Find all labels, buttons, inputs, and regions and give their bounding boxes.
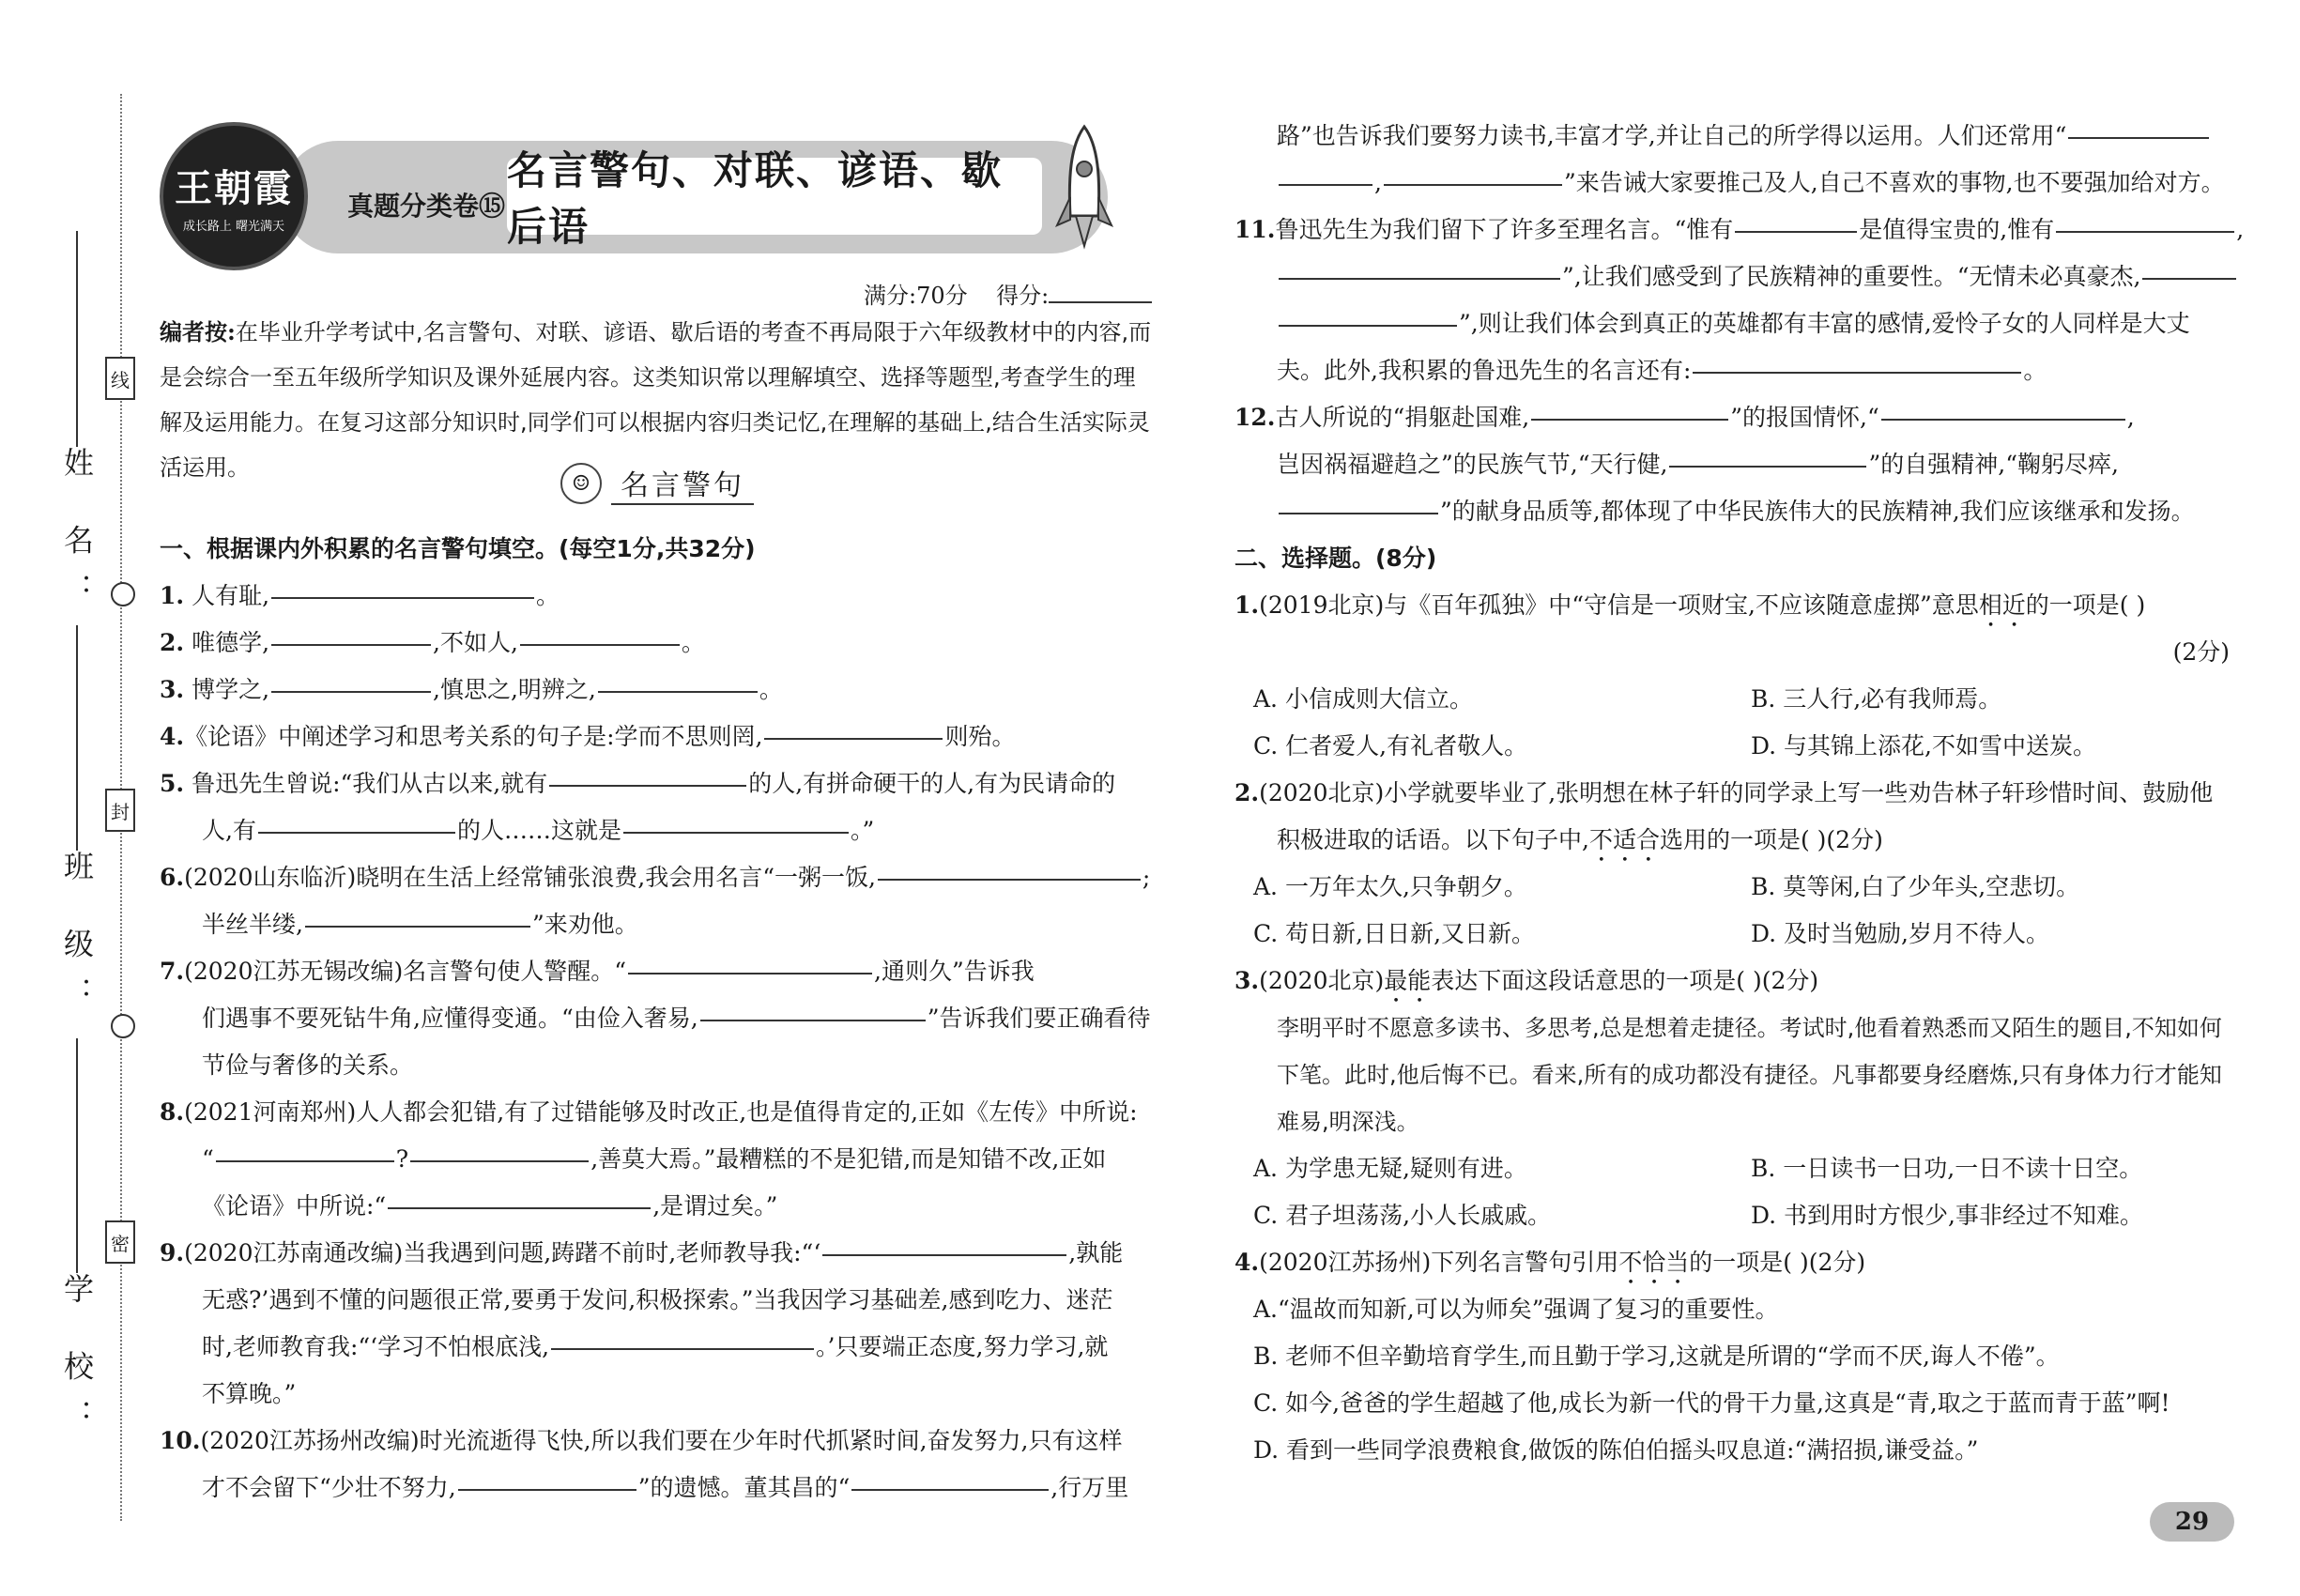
question-9: 9.(2020江苏南通改编)当我遇到问题,踌躇不前时,老师教导我:“‘ ,孰能	[160, 1239, 1124, 1266]
part2-heading: 二、选择题。(8分)	[1234, 545, 1437, 572]
score-label: 得分:	[996, 283, 1050, 309]
volume-label: 真题分类卷⑮	[347, 191, 506, 222]
answer-blank[interactable]	[258, 831, 455, 834]
brand-logo	[160, 122, 308, 270]
header	[160, 113, 1155, 263]
choice-3-options-ab	[1234, 1145, 2230, 1192]
question-5-cont: 人,有 的人……这就是 。”	[202, 817, 875, 844]
choice-2-options-ab	[1234, 864, 2230, 911]
q10-continuation-2: , ”来告诫大家要推己及人,自己不喜欢的事物,也不要强加给对方。	[1234, 160, 2230, 207]
astronaut-icon: ☺	[560, 463, 602, 504]
question-12: 12.古人所说的“捐躯赴国难, ”的报国情怀,“ ,	[1234, 404, 2135, 431]
cut-circle	[111, 582, 135, 606]
option[interactable]: A. 小信成则大信立。	[1253, 685, 1473, 713]
answer-blank[interactable]	[700, 1019, 926, 1021]
question-10: 10.(2020江苏扬州改编)时光流逝得飞快,所以我们要在少年时代抓紧时间,奋发努力,只有这样	[160, 1427, 1123, 1454]
q10-continuation: 路”也告诉我们要努力读书,丰富才学,并让自己的所学得以运用。人们还常用“	[1234, 113, 2230, 160]
answer-blank[interactable]	[305, 925, 530, 928]
option[interactable]: B. 莫等闲,白了少年头,空悲切。	[1751, 873, 2080, 900]
question-11: 11.鲁迅先生为我们留下了许多至理名言。“惟有 是值得宝贵的,惟有 ,	[1234, 216, 2245, 243]
answer-blank[interactable]	[271, 596, 534, 599]
question-8: 8.(2021河南郑州)人人都会犯错,有了过错能够及时改正,也是值得肯定的,正如《左传》中所说:	[160, 1098, 1138, 1126]
question-11-cont3: 夫。此外,我积累的鲁迅先生的名言还有: 。	[1277, 357, 2047, 384]
question-3: 3. 博学之, ,慎思之,明辨之, 。	[160, 676, 783, 703]
name-label: 姓 名：	[59, 447, 95, 622]
question-11-cont2: ”,则让我们体会到真正的英雄都有丰富的感情,爱怜子女的人同样是大丈	[1234, 300, 2230, 347]
page-number: 29	[2150, 1502, 2234, 1542]
choice-3-passage: 李明平时不愿意多读书、多思考,总是想着走捷径。考试时,他看着熟悉而又陌生的题目,不知如何下笔。此时,他后悔不已。看来,所有的成功都没有捷径。凡事都要身经磨炼,只有身体力行才能知难易,明深浅。	[1277, 1015, 2222, 1135]
page-title: 名言警句、对联、谚语、歇后语	[507, 158, 1042, 235]
question-12-cont: 岂因祸福避趋之”的民族气节,“天行健, ”的自强精神,“鞠躬尽瘁,	[1277, 451, 2119, 478]
answer-blank[interactable]	[1279, 512, 1438, 514]
question-11-cont: ”,让我们感受到了民族精神的重要性。“无情未必真豪杰,	[1234, 253, 2230, 300]
answer-blank[interactable]	[623, 831, 849, 834]
question-7-cont2: 节俭与奢侈的关系。	[202, 1051, 414, 1079]
option[interactable]: C. 苟日新,日日新,又日新。	[1253, 920, 1536, 947]
answer-blank[interactable]	[458, 1488, 636, 1491]
class-blank[interactable]	[76, 625, 78, 851]
answer-blank[interactable]	[410, 1159, 589, 1162]
question-8-cont: “ ? ,善莫大焉。”最糟糕的不是犯错,而是知错不改,正如	[202, 1145, 1107, 1173]
option[interactable]: C. 如今,爸爸的学生超越了他,成长为新一代的骨干力量,这真是“青,取之于蓝而青于蓝”啊!	[1253, 1389, 2170, 1417]
option[interactable]: B. 三人行,必有我师焉。	[1751, 685, 2002, 713]
answer-blank[interactable]	[764, 737, 943, 740]
answer-blank[interactable]	[628, 972, 872, 974]
question-7: 7.(2020江苏无锡改编)名言警句使人警醒。“ ,通则久”告诉我	[160, 958, 1035, 985]
binding-margin	[0, 0, 131, 1596]
class-field	[58, 620, 96, 1025]
question-9-cont3: 不算晚。”	[202, 1380, 297, 1407]
cut-circle	[111, 1014, 135, 1038]
choice-1-options-ab	[1234, 676, 2230, 723]
answer-blank[interactable]	[851, 1488, 1049, 1491]
question-4: 4.《论语》中阐述学习和思考关系的句子是:学而不思则罔, 则殆。	[160, 723, 1016, 750]
question-6-cont: 半丝半缕, ”来劝他。	[202, 911, 638, 938]
answer-blank[interactable]	[2056, 230, 2234, 233]
option[interactable]: C. 仁者爱人,有礼者敬人。	[1253, 732, 1528, 760]
full-score: 满分:70分	[864, 283, 968, 309]
score-blank[interactable]	[1049, 301, 1152, 303]
answer-blank[interactable]	[1735, 230, 1857, 233]
answer-blank[interactable]	[1279, 277, 1560, 280]
rocket-icon	[1051, 122, 1117, 253]
choice-2-options-cd	[1234, 911, 2230, 958]
right-column	[1234, 113, 2245, 1474]
editor-note-text: 在毕业升学考试中,名言警句、对联、谚语、歇后语的考查不再局限于六年级教材中的内容,而是会综合一至五年级所学知识及课外延展内容。这类知识常以理解填空、选择等题型,考查学生的理解及运用能力。在复习这部分知识时,同学们可以根据内容归类记忆,在理解的基础上,结合生活实际灵活运用。	[160, 319, 1152, 481]
answer-blank[interactable]	[598, 690, 758, 693]
question-5: 5. 鲁迅先生曾说:“我们从古以来,就有 的人,有拼命硬干的人,有为民请命的	[160, 770, 1116, 797]
logo-text: 王朝霞	[175, 166, 293, 210]
question-9-cont2: 时,老师教育我:“‘学习不怕根底浅, 。’只要端正态度,努力学习,就	[202, 1333, 1109, 1360]
question-6: 6.(2020山东临沂)晓明在生活上经常铺张浪费,我会用名言“一粥一饭, ;	[160, 864, 1151, 891]
option[interactable]: B. 一日读书一日功,一日不读十日空。	[1751, 1155, 2143, 1182]
answer-blank[interactable]	[2142, 277, 2236, 280]
answer-blank[interactable]	[1384, 183, 1562, 186]
option[interactable]: A.“温故而知新,可以为师矣”强调了复习的重要性。	[1253, 1296, 1779, 1323]
answer-blank[interactable]	[1669, 465, 1866, 468]
option[interactable]: A. 一万年太久,只争朝夕。	[1253, 873, 1527, 900]
question-7-cont: 们遇事不要死钻牛角,应懂得变通。“由俭入奢易, ”告诉我们要正确看待	[202, 1005, 1151, 1032]
question-10-cont: 才不会留下“少壮不努力, ”的遗憾。董其昌的“ ,行万里	[202, 1474, 1129, 1501]
option[interactable]: D. 与其锦上添花,不如雪中送炭。	[1751, 732, 2096, 760]
name-field	[58, 225, 96, 622]
score-line	[864, 277, 1152, 310]
option[interactable]: A. 为学患无疑,疑则有进。	[1253, 1155, 1527, 1182]
option[interactable]: B. 老师不但辛勤培育学生,而且勤于学习,这就是所谓的“学而不厌,诲人不倦”。	[1253, 1343, 2060, 1370]
answer-blank[interactable]	[1531, 418, 1728, 421]
answer-blank[interactable]	[551, 1347, 814, 1350]
cut-mark-seal: 封	[105, 789, 135, 832]
cut-mark-secret: 密	[105, 1220, 135, 1264]
answer-blank[interactable]	[1279, 183, 1372, 186]
option[interactable]: D. 看到一些同学浪费粮食,做饭的陈伯伯摇头叹息道:“满招损,谦受益。”	[1253, 1436, 1979, 1464]
name-blank[interactable]	[76, 231, 78, 447]
choice-2: 2.(2020北京)小学就要毕业了,张明想在林子轩的同学录上写一些劝告林子轩珍惜时间、鼓励他	[1234, 779, 2214, 806]
choice-1-points: (2分)	[2172, 638, 2230, 666]
answer-blank[interactable]	[549, 784, 746, 787]
answer-blank[interactable]	[2068, 136, 2209, 139]
answer-blank[interactable]	[271, 690, 431, 693]
option[interactable]: D. 书到用时方恨少,事非经过不知难。	[1751, 1202, 2143, 1229]
class-label: 班 级：	[59, 851, 95, 1026]
logo-slogan: 成长路上 曙光满天	[182, 220, 285, 234]
answer-blank[interactable]	[271, 643, 431, 646]
section-heading-text: 名言警句	[611, 462, 754, 505]
school-field	[58, 1033, 96, 1448]
answer-blank[interactable]	[388, 1206, 651, 1209]
question-12-cont2: ”的献身品质等,都体现了中华民族伟大的民族精神,我们应该继承和发扬。	[1234, 488, 2230, 535]
choice-3: 3.(2020北京)最能表达下面这段话意思的一项是( )(2分)	[1234, 967, 1819, 994]
question-8-cont2: 《论语》中所说:“ ,是谓过矣。”	[202, 1192, 778, 1220]
cut-mark-line: 线	[105, 357, 135, 400]
school-blank[interactable]	[76, 1038, 78, 1273]
answer-blank[interactable]	[1693, 371, 2021, 374]
choice-1-options-cd	[1234, 723, 2230, 770]
question-9-cont: 无惑?’遇到不懂的问题很正常,要勇于发问,积极探索。”当我因学习基础差,感到吃力、迷茫	[202, 1286, 1113, 1313]
school-label: 学 校：	[59, 1273, 95, 1449]
answer-blank[interactable]	[520, 643, 680, 646]
choice-4: 4.(2020江苏扬州)下列名言警句引用不恰当的一项是( )(2分)	[1234, 1249, 1866, 1276]
question-1: 1. 人有耻, 。	[160, 582, 560, 609]
option[interactable]: D. 及时当勉励,岁月不待人。	[1751, 920, 2049, 947]
question-2: 2. 唯德学, ,不如人, 。	[160, 629, 705, 656]
answer-blank[interactable]	[878, 878, 1141, 881]
section-heading	[535, 460, 779, 507]
part1-heading: 一、根据课内外积累的名言警句填空。(每空1分,共32分)	[160, 535, 756, 562]
editor-note-label: 编者按:	[160, 318, 236, 345]
choice-3-options-cd	[1234, 1192, 2230, 1239]
choice-2-cont: 积极进取的话语。以下句子中,不适合选用的一项是( )(2分)	[1277, 826, 1883, 853]
option[interactable]: C. 君子坦荡荡,小人长戚戚。	[1253, 1202, 1552, 1229]
choice-1: 1.(2019北京)与《百年孤独》中“守信是一项财宝,不应该随意虚掷”意思相近的一项是( )	[1234, 591, 2146, 619]
answer-blank[interactable]	[216, 1159, 394, 1162]
answer-blank[interactable]	[822, 1253, 1066, 1256]
answer-blank[interactable]	[1279, 324, 1457, 327]
answer-blank[interactable]	[1881, 418, 2125, 421]
left-column	[160, 526, 1155, 1512]
